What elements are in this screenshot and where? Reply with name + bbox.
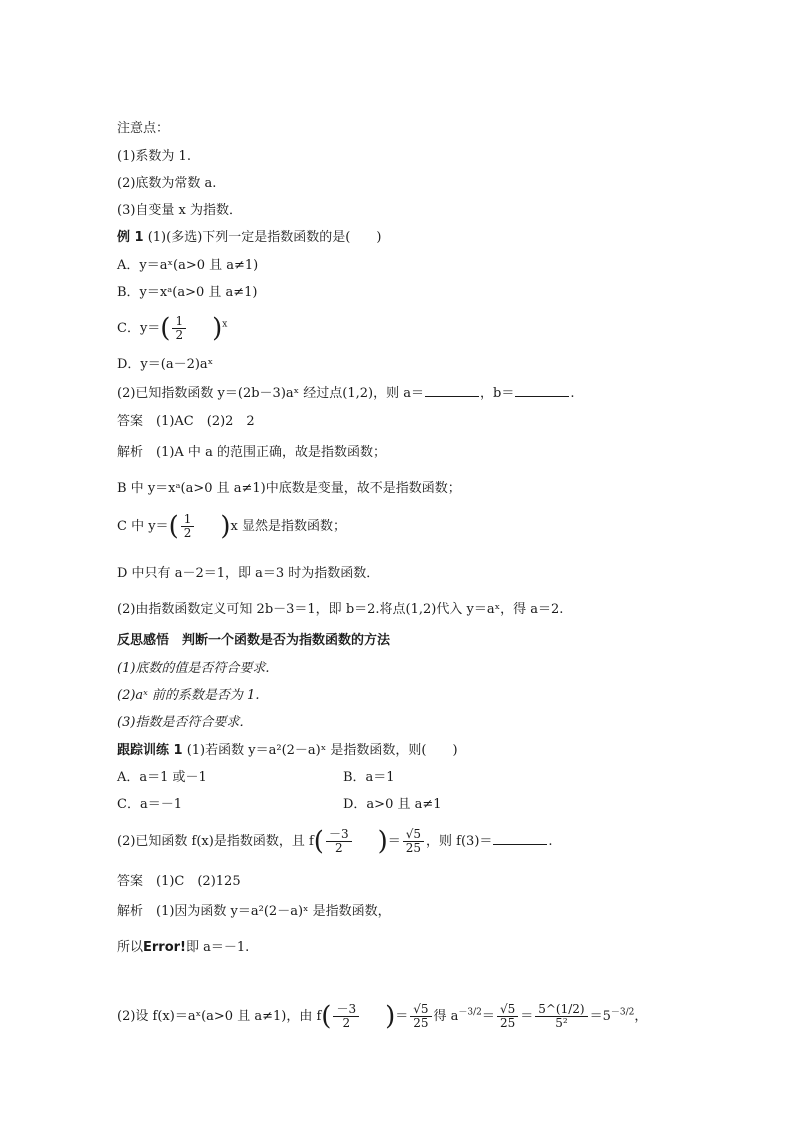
reflection-item-1: (1)底数的值是否符合要求. (117, 661, 270, 676)
training-option-d: D．a>0 且 a≠1 (343, 797, 442, 812)
fraction: $\frac{1}{2}$ (172, 315, 186, 342)
solution-line-5: (2)由指数函数定义可知 2b－3＝1，即 b＝2.将点(1,2)代入 y＝aˣ，得 a＝2. (117, 602, 564, 617)
error-text: Error! (143, 940, 186, 955)
option-b: B．y＝xᵃ(a>0 且 a≠1) (117, 285, 258, 300)
training-label: 跟踪训练 1 (117, 743, 183, 758)
training-option-c: C．a＝－1 (117, 797, 182, 812)
answer-blank (515, 384, 569, 397)
reflection-item-3: (3)指数是否符合要求． (117, 715, 253, 730)
fraction: $\frac{√5}{25}$ (403, 828, 424, 855)
fraction: $\frac{√5}{25}$ (497, 1003, 518, 1030)
reflection-title: 反思感悟 判断一个函数是否为指数函数的方法 (117, 633, 391, 648)
fraction: $\frac{-3}{2}$ (333, 1003, 359, 1030)
training-1-part-2: (2)已知函数 f(x)是指数函数，且 f( $\frac{-3}{2}$ )＝ $\frac{√5}{25}$ ，则 f(3)＝ . (117, 826, 553, 857)
fraction: $\frac{5\^{}(1/2)}{\text{5²}}$ (535, 1003, 587, 1030)
answer-blank (425, 384, 479, 397)
note-item-3: (3)自变量 x 为指数． (117, 203, 243, 218)
solution-line-8: (2)设 f(x)＝aˣ(a>0 且 a≠1)，由 f( $\frac{-3}{2}$ )＝ $\frac{√5}{25}$ 得 $a^{-3/2}=$ $\frac{√5}{25}$ ＝ $\frac{5\^{}(1/2)}{\text{5²}}$ $=5^{-3/2}$， (117, 1001, 648, 1032)
solution-line-6: 解析 (1)因为函数 y＝a²(2－a)ˣ 是指数函数， (117, 904, 391, 919)
reflection-item-2: (2)aˣ 前的系数是否为 1. (117, 688, 260, 703)
training-option-a: A．a＝1 或－1 (117, 770, 207, 785)
option-c: C．y＝( $\frac{1}{2}$ )$^x$ (117, 313, 228, 344)
solution-line-3: C 中 y＝( $\frac{1}{2}$ )x 显然是指数函数； (117, 511, 346, 542)
solution-line-4: D 中只有 a－2＝1，即 a＝3 时为指数函数． (117, 566, 380, 581)
option-d: D．y＝(a－2)aˣ (117, 357, 214, 372)
option-a: A．y＝aˣ(a>0 且 a≠1) (117, 258, 259, 273)
example-label: 例 1 (117, 230, 144, 245)
training-option-b: B．a＝1 (343, 770, 395, 785)
answer-1: 答案 (1)AC (2)2 2 (117, 414, 255, 429)
example-1-part-2: (2)已知指数函数 y＝(2b－3)aˣ 经过点(1,2)，则 a＝ ，b＝ . (117, 386, 575, 401)
note-item-1: (1)系数为 1. (117, 149, 191, 164)
fraction: $\frac{-3}{2}$ (326, 828, 352, 855)
note-item-2: (2)底数为常数 a. (117, 176, 217, 191)
training-1-question: 跟踪训练 1 (1)若函数 y＝a²(2－a)ˣ 是指数函数，则( ) (117, 743, 458, 758)
answer-blank (493, 832, 547, 845)
solution-line-2: B 中 y＝xᵃ(a>0 且 a≠1)中底数是变量，故不是指数函数； (117, 481, 461, 496)
fraction: $\frac{√5}{25}$ (410, 1003, 431, 1030)
fraction: $\frac{1}{2}$ (181, 513, 195, 540)
solution-line-7: 所以Error!即 a＝－1. (117, 940, 250, 955)
example-1-question: 例 1 (1)(多选)下列一定是指数函数的是( ) (117, 230, 382, 245)
answer-2: 答案 (1)C (2)125 (117, 874, 241, 889)
solution-line-1: 解析 (1)A 中 a 的范围正确，故是指数函数； (117, 445, 386, 460)
note-title: 注意点： (117, 121, 170, 136)
